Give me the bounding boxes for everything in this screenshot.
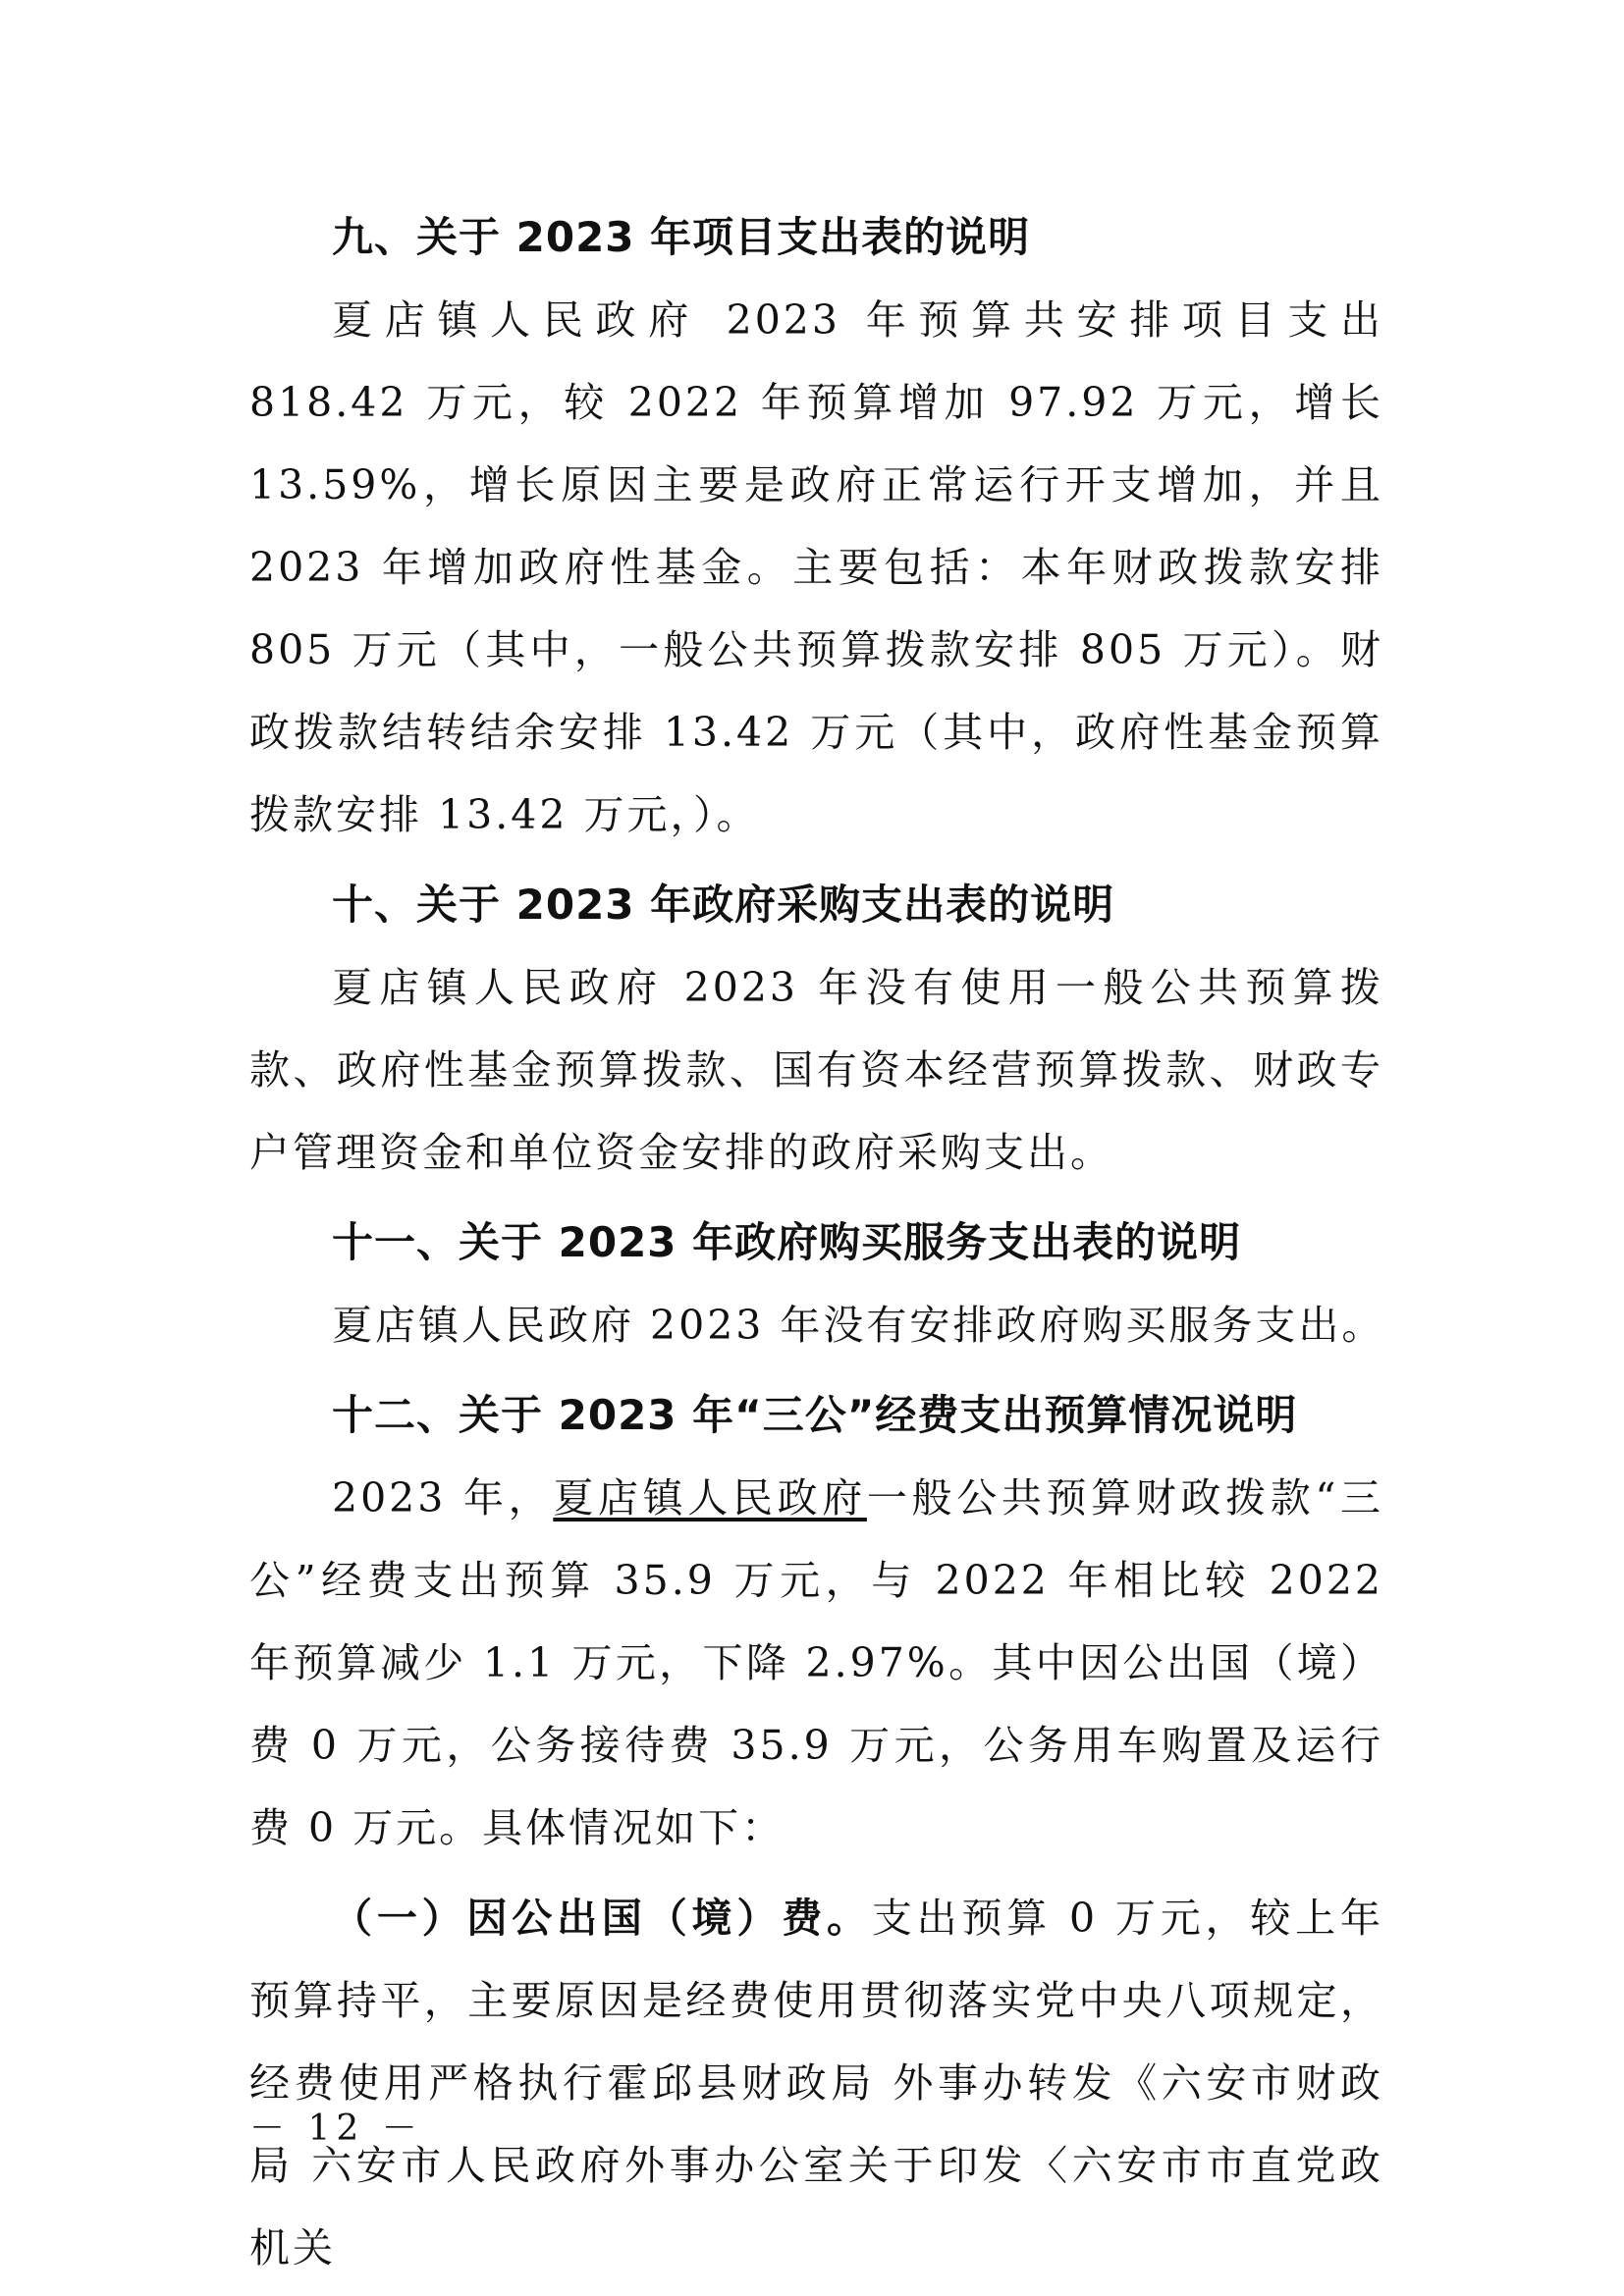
document-page — [249, 196, 1383, 2289]
section-12-body-rest: 一般公共预算财政拨款“三公”经费支出预算 35.9 万元，与 2022 年相比较 2022 年预算减少 1.1 万元，下降 2.97%。其中因公出国（境）费 0 万元，公务接待费 35.9 万元，公务用车购置及运行费 0 万元。具体情况如下： — [249, 1474, 1384, 1851]
section-12-heading: 十二、关于 2023 年“三公”经费支出预算情况说明 — [332, 1391, 1298, 1439]
subsection-1-paragraph — [249, 1877, 1383, 2289]
section-10-body: 夏店镇人民政府 2023 年没有使用一般公共预算拨款、政府性基金预算拨款、国有资本经营预算拨款、财政专户管理资金和单位资金安排的政府采购支出。 — [249, 964, 1383, 1176]
section-12-body-underlined: 夏店镇人民政府 — [553, 1474, 867, 1522]
section-12-body — [249, 1457, 1383, 1869]
subsection-1-body: 支出预算 0 万元，较上年预算持平，主要原因是经费使用贯彻落实党中央八项规定，经费使用严格执行霍邱县财政局 外事办转发《六安市财政局 六安市人民政府外事办公室关于印发〈六安市市直党政机关 — [249, 1895, 1384, 2271]
section-11-body: 夏店镇人民政府 2023 年没有安排政府购买服务支出。 — [332, 1302, 1385, 1349]
page-number: － 12 － — [249, 2109, 423, 2149]
subsection-1-title: （一）因公出国（境）费。 — [332, 1895, 872, 1942]
section-10-heading: 十、关于 2023 年政府采购支出表的说明 — [332, 881, 1115, 929]
section-9-body: 夏店镇人民政府 2023 年预算共安排项目支出 818.42 万元，较 2022 年预算增加 97.92 万元，增长 13.59%，增长原因主要是政府正常运行开支增加，并且 2023 年增加政府性基金。主要包括：本年财政拨款安排 805 万元（其中，一般公共预算拨款安排 805 万元）。财政拨款结转结余安排 13.42 万元（其中，政府性基金预算拨款安排 13.42 万元，）。 — [249, 296, 1383, 838]
section-11-heading: 十一、关于 2023 年政府购买服务支出表的说明 — [332, 1218, 1242, 1266]
section-9-heading: 九、关于 2023 年项目支出表的说明 — [332, 213, 1031, 261]
section-12-body-prefix: 2023 年， — [332, 1474, 554, 1522]
